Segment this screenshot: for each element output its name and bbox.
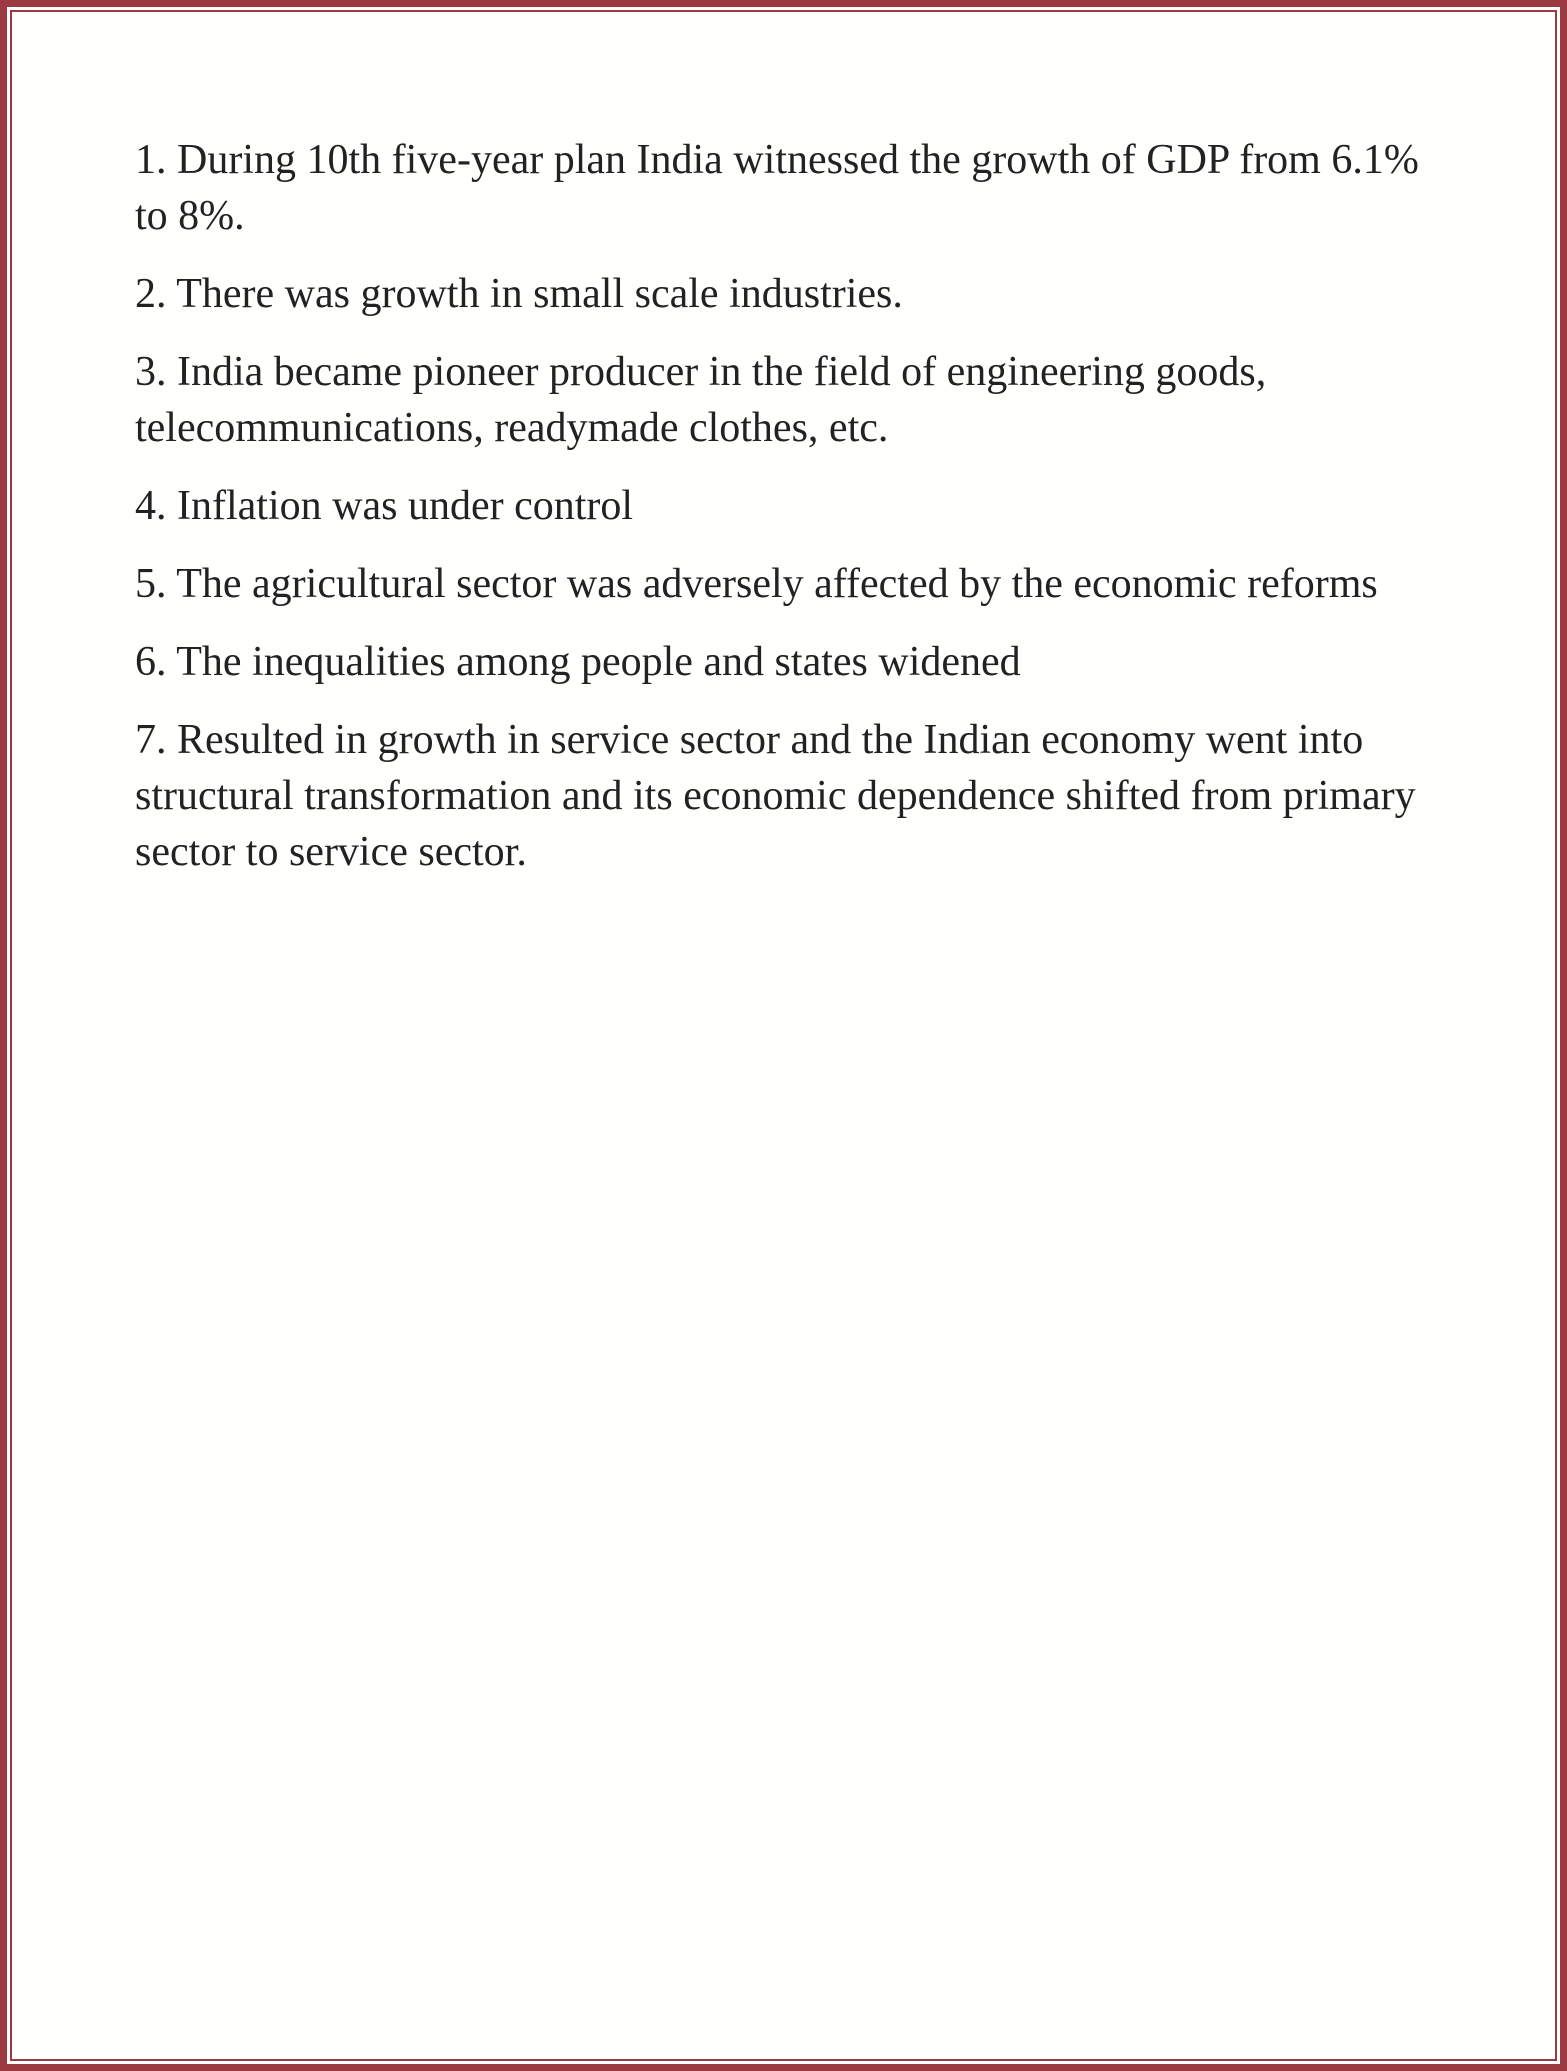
document-body — [135, 132, 1450, 902]
list-item: 4. Inflation was under control — [135, 483, 634, 529]
list-item: 1. During 10th five-year plan India witnessed the growth of GDP from 6.1% to 8%. — [135, 137, 1419, 239]
list-item: 5. The agricultural sector was adversely affected by the economic reforms — [135, 561, 1378, 607]
list-item: 2. There was growth in small scale industries. — [135, 271, 903, 317]
list-item: 6. The inequalities among people and states widened — [135, 639, 1021, 685]
list-item: 3. India became pioneer producer in the field of engineering goods, telecommunications, readymade clothes, etc. — [135, 349, 1267, 451]
list-item: 7. Resulted in growth in service sector and the Indian economy went into structural transformation and its economic dependence shifted from primary sector to service sector. — [135, 717, 1416, 875]
